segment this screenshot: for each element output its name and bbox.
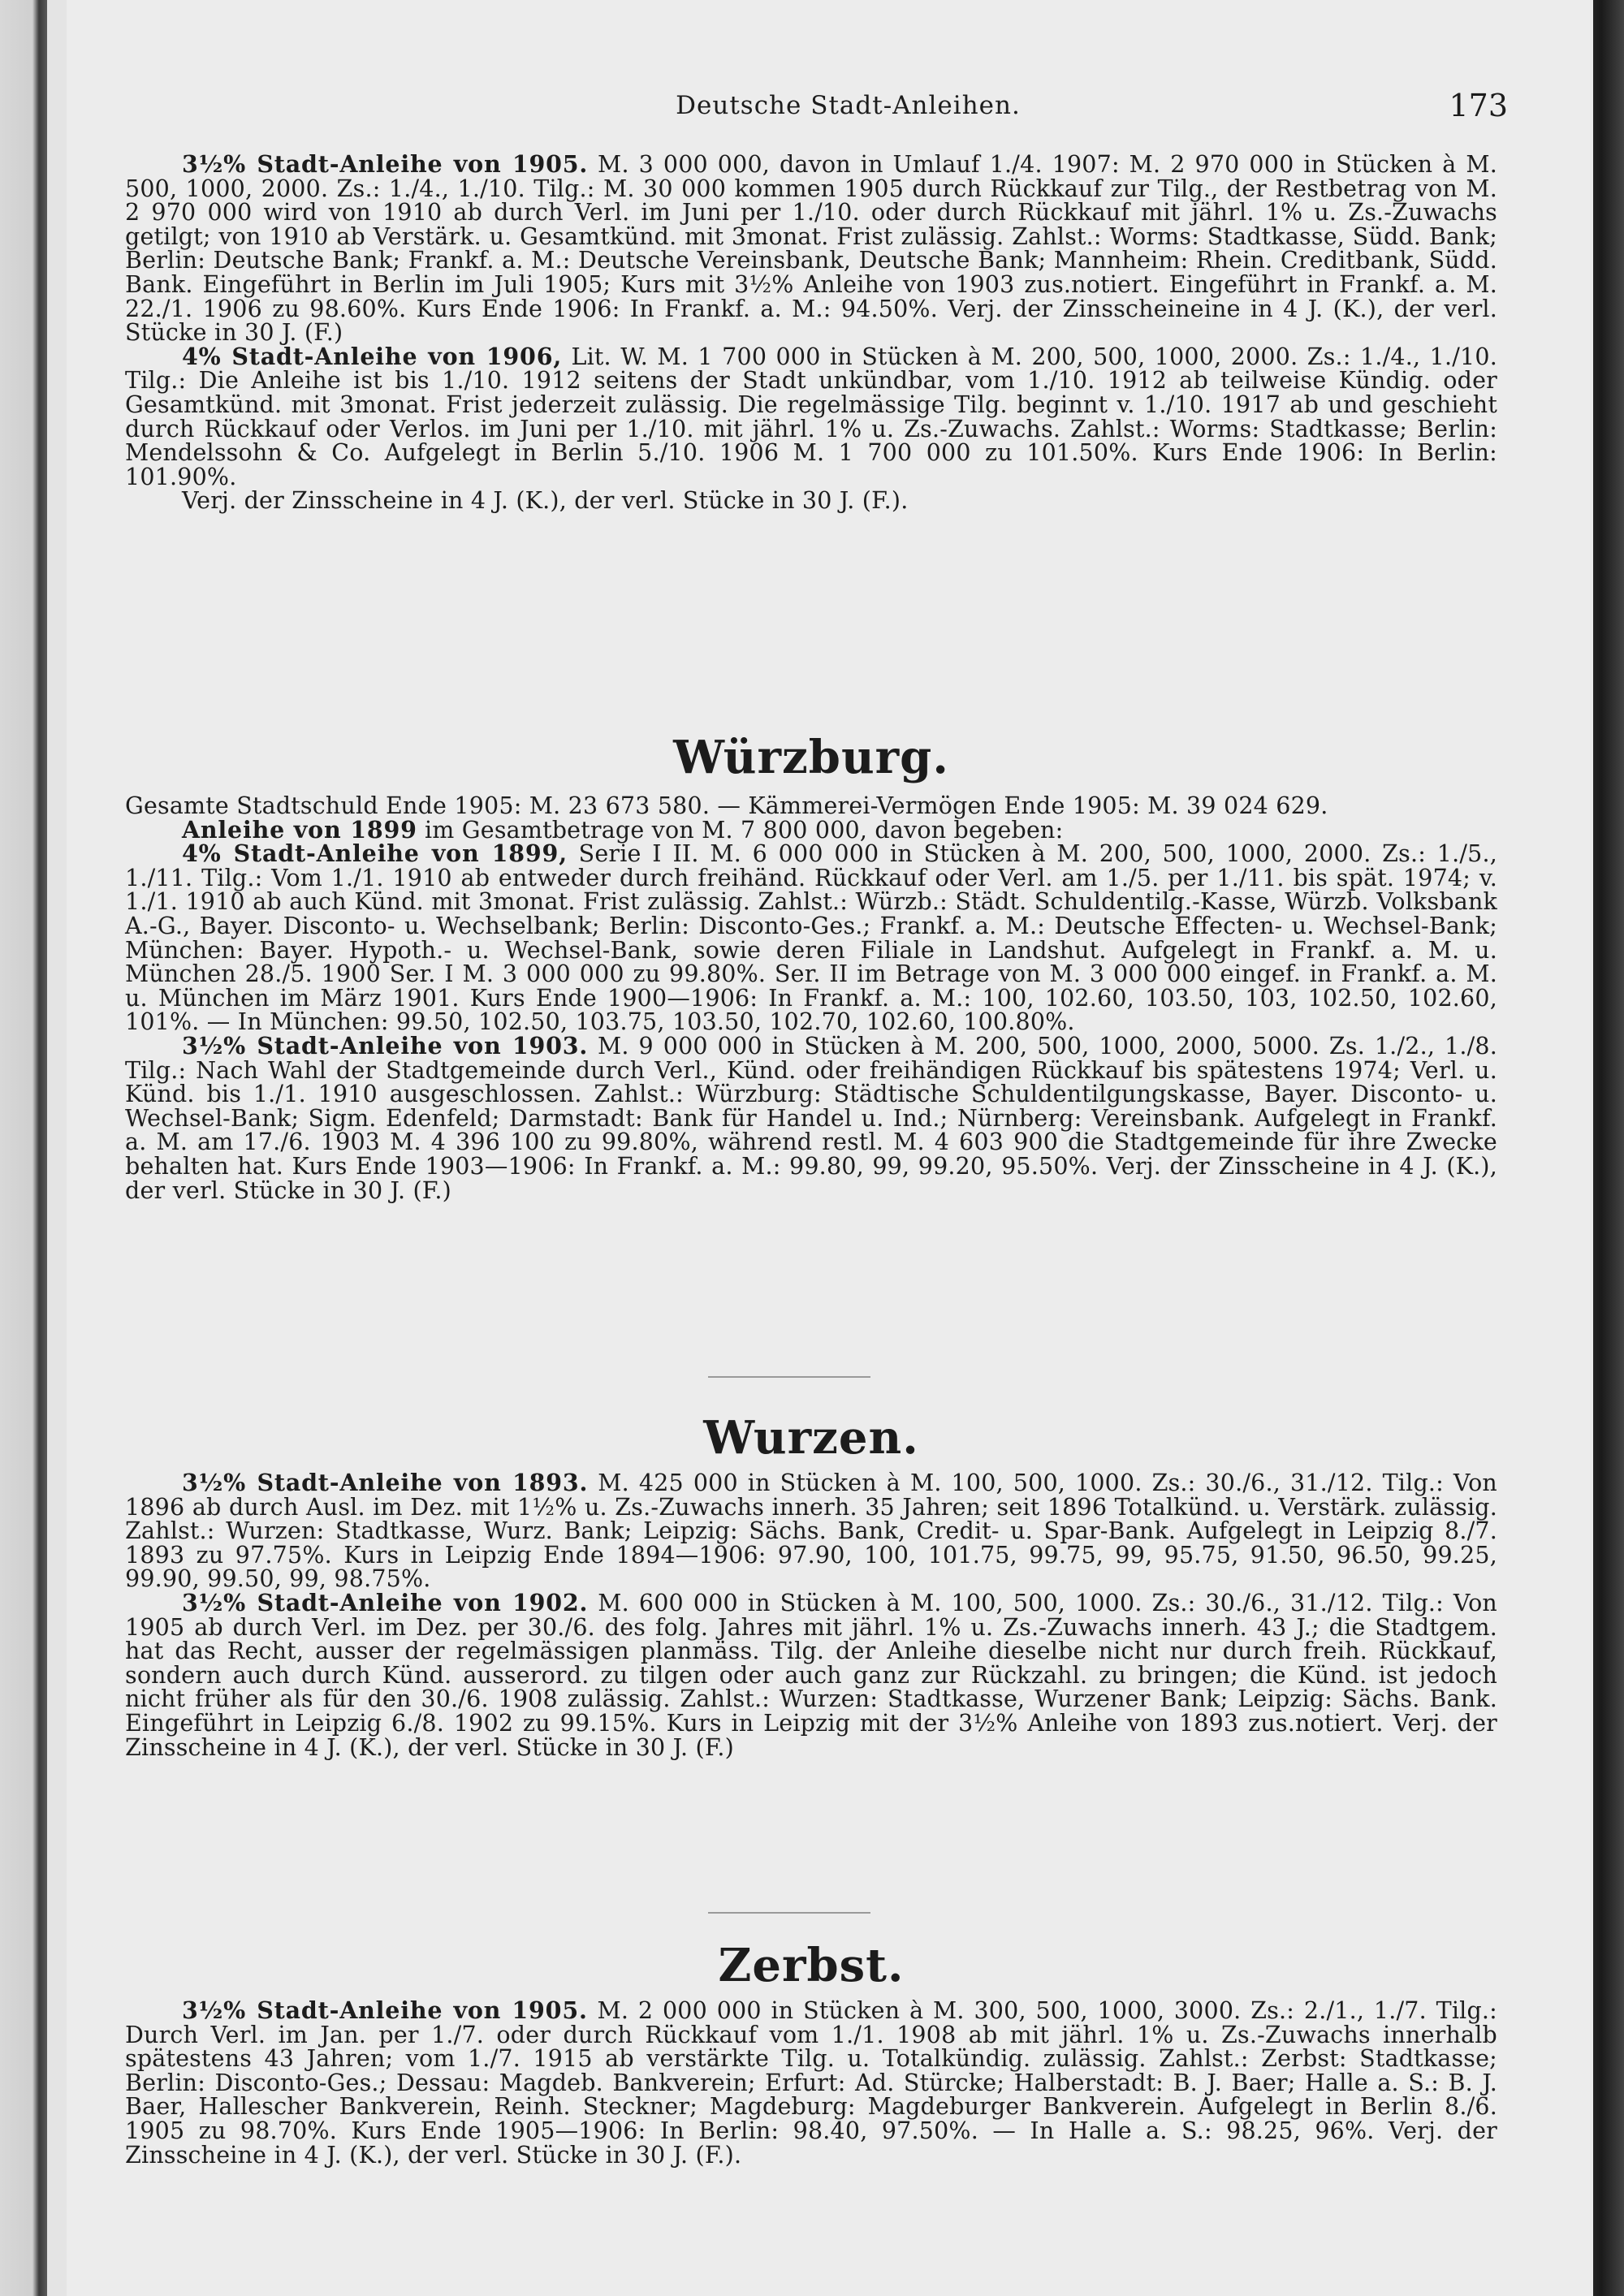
bond-entry <box>125 1031 1497 1204</box>
bond-details: M. 2 000 000 in Stücken à M. 300, 500, 1000, 3000. Zs.: 2./1., 1./7. Tilg.: Durch Verl. im Jan. per 1./7. oder durch Rückkauf vom 1./1. 1908 ab mit jährl. 1% u. Zs.-Zuwachs innerhalb spätestens 43 Jahren; vom 1./7. 1915 ab verstärkte Tilg. u. Totalkündig. zulässig. Zahlst.: Zerbst: Stadtkasse; Berlin: Disconto-Ges.; Dessau: Magdeb. Bankverein; Erfurt: Ad. Stürcke; Halberstadt: B. J. Baer; Halle a. S.: B. J. Baer, Hallescher Bankverein, Reinh. Steckner; Magdeburg: Magdeburger Bankverein. Aufgelegt in Berlin 8./6. 1905 zu 98.70%. Kurs Ende 1905—1906: In Berlin: 98.40, 97.50%. — In Halle a. S.: 98.25, 96%. Verj. der Zinsscheine in 4 J. (K.), der verl. Stücke in 30 J. (F.). <box>125 1997 1497 2169</box>
city-heading-wuerzburg: Würzburg. <box>673 731 949 784</box>
bond-details: M. 3 000 000, davon in Umlauf 1./4. 1907: M. 2 970 000 in Stücken à M. 500, 1000, 2000. Zs.: 1./4., 1./10. Tilg.: M. 30 000 kommen 1905 durch Rückkauf zur Tilg., der Restbetrag von M. 2 970 000 wird von 1910 ab durch Verl. im Juni per 1./10. oder durch Rückkauf mit jährl. 1% u. Zs.-Zuwachs getilgt; von 1910 ab Verstärk. u. Gesamtkünd. mit 3monat. Frist zulässig. Zahlst.: Worms: Stadtkasse, Südd. Bank; Berlin: Deutsche Bank; Frankf. a. M.: Deutsche Vereinsbank, Deutsche Bank; Mannheim: Rhein. Creditbank, Südd. Bank. Eingeführt in Berlin im Juli 1905; Kurs mit 3½% Anleihe von 1903 zus.notiert. Eingeführt in Frankf. a. M. 22./1. 1906 zu 98.60%. Kurs Ende 1906: In Frankf. a. M.: 94.50%. Verj. der Zinsscheineine in 4 J. (K.), der verl. Stücke in 30 J. (F.) <box>125 151 1497 347</box>
bond-entry <box>125 150 1497 347</box>
bond-entry <box>125 1996 1497 2169</box>
section-wurzen <box>125 1471 1497 1759</box>
bond-title: Anleihe von 1899 <box>182 815 417 844</box>
bond-title: 4% Stadt-Anleihe von 1899, <box>182 839 568 868</box>
section-divider <box>708 1376 870 1378</box>
scan-edge-left <box>0 0 47 2296</box>
debt-summary <box>125 794 1497 818</box>
page-number: 173 <box>1449 88 1508 123</box>
bond-title: 3½% Stadt-Anleihe von 1905. <box>182 150 589 178</box>
bond-entry <box>125 839 1497 1036</box>
bond-title: 3½% Stadt-Anleihe von 1893. <box>182 1469 589 1496</box>
debt-summary-text: Gesamte Stadtschuld Ende 1905: M. 23 673 580. — Kämmerei-Vermögen Ende 1905: M. 39 024 629. <box>125 792 1328 819</box>
section-divider <box>708 1912 870 1914</box>
bond-entry <box>125 1588 1497 1761</box>
bond-entry <box>125 342 1497 490</box>
continuation-block <box>125 150 1497 515</box>
bond-title: 4% Stadt-Anleihe von 1906, <box>182 342 563 370</box>
section-zerbst <box>125 1996 1497 2169</box>
bond-entry <box>125 815 1497 844</box>
bond-details: Lit. W. M. 1 700 000 in Stücken à M. 200, 500, 1000, 2000. Zs.: 1./4., 1./10. Tilg.: Die Anleihe ist bis 1./10. 1912 seitens der Stadt unkündbar, vom 1./10. 1912 ab teilweise Kündig. oder Gesamtkünd. mit 3monat. Frist jederzeit zulässig. Die regelmässige Tilg. beginnt v. 1./10. 1917 ab und geschieht durch Rückkauf oder Verlos. im Juni per 1./10. mit jährl. 1% u. Zs.-Zuwachs. Zahlst.: Worms: Stadtkasse; Berlin: Mendelssohn & Co. Aufgelegt in Berlin 5./10. 1906 M. 1 700 000 zu 101.50%. Kurs Ende 1906: In Berlin: 101.90%. <box>125 343 1497 490</box>
expiry-text: Verj. der Zinsscheine in 4 J. (K.), der verl. Stücke in 30 J. (F.). <box>182 487 909 515</box>
bond-title: 3½% Stadt-Anleihe von 1902. <box>182 1588 589 1616</box>
bond-details: M. 9 000 000 in Stücken à M. 200, 500, 1000, 2000, 5000. Zs. 1./2., 1./8. Tilg.: Nach Wahl der Stadtgemeinde durch Verl., Künd. oder freihändigen Rückkauf bis spätestens 1974; Verl. u. Künd. bis 1./1. 1910 ausgeschlossen. Zahlst.: Würzburg: Städtische Schuldentilgungskasse, Bayer. Disconto- u. Wechsel-Bank; Sigm. Edenfeld; Darmstadt: Bank für Handel u. Ind.; Nürnberg: Vereinsbank. Aufgelegt in Frankf. a. M. am 17./6. 1903 M. 4 396 100 zu 99.80%, während restl. M. 4 603 900 die Stadtgemeinde für ihre Zwecke behalten hat. Kurs Ende 1903—1906: In Frankf. a. M.: 99.80, 99, 99.20, 95.50%. Verj. der Zinsscheine in 4 J. (K.), der verl. Stücke in 30 J. (F.) <box>125 1032 1497 1204</box>
bond-details: im Gesamtbetrage von M. 7 800 000, davon begeben: <box>417 816 1064 844</box>
city-heading-zerbst: Zerbst. <box>718 1939 905 1992</box>
section-wuerzburg <box>125 794 1497 1202</box>
bond-details: M. 600 000 in Stücken à M. 100, 500, 1000. Zs.: 30./6., 31./12. Tilg.: Von 1905 ab durch Verl. im Dez. per 30./6. des folg. Jahres mit jährl. 1% u. Zs.-Zuwachs innerh. 43 J.; die Stadtgem. hat das Recht, ausser der regelmässigen planmäss. Tilg. der Anleihe dieselbe nicht nur durch freih. Rückkauf, sondern auch durch Künd. ausserord. zu tilgen oder auch ganz zur Rückzahl. zu bringen; die Künd. ist jedoch nicht früher als für den 30./6. 1908 zulässig. Zahlst.: Wurzen: Stadtkasse, Wurzener Bank; Leipzig: Sächs. Bank. Eingeführt in Leipzig 6./8. 1902 zu 99.15%. Kurs in Leipzig mit der 3½% Anleihe von 1893 zus.notiert. Verj. der Zinsscheine in 4 J. (K.), der verl. Stücke in 30 J. (F.) <box>125 1589 1497 1761</box>
bond-entry <box>125 1471 1497 1591</box>
bond-details: Serie I II. M. 6 000 000 in Stücken à M. 200, 500, 1000, 2000. Zs.: 1./5., 1./11. Tilg.: Vom 1./1. 1910 ab entweder durch freihänd. Rückkauf oder Verl. am 1./5. per 1./11. bis spät. 1974; v. 1./1. 1910 ab auch Künd. mit 3monat. Frist zulässig. Zahlst.: Würzb.: Städt. Schuldentilg.-Kasse, Würzb. Volksbank A.-G., Bayer. Disconto- u. Wechselbank; Berlin: Disconto-Ges.; Frankf. a. M.: Deutsche Effecten- u. Wechsel-Bank; München: Bayer. Hypoth.- u. Wechsel-Bank, sowie deren Filiale in Landshut. Aufgelegt in Frankf. a. M. u. München 28./5. 1900 Ser. I M. 3 000 000 zu 99.80%. Ser. II im Betrage von M. 3 000 000 eingef. in Frankf. a. M. u. München im März 1901. Kurs Ende 1900—1906: In Frankf. a. M.: 100, 102.60, 103.50, 103, 102.50, 102.60, 101%. — In München: 99.50, 102.50, 103.75, 103.50, 102.70, 102.60, 100.80%. <box>125 840 1497 1036</box>
bond-title: 3½% Stadt-Anleihe von 1905. <box>182 1996 588 2024</box>
bond-details: M. 425 000 in Stücken à M. 100, 500, 1000. Zs.: 30./6., 31./12. Tilg.: Von 1896 ab durch Ausl. im Dez. mit 1½% u. Zs.-Zuwachs innerh. 35 Jahren; seit 1896 Totalkünd. u. Verstärk. zulässig. Zahlst.: Wurzen: Stadtkasse, Wurz. Bank; Leipzig: Sächs. Bank, Credit- u. Spar-Bank. Aufgelegt in Leipzig 8./7. 1893 zu 97.75%. Kurs in Leipzig Ende 1894—1906: 97.90, 100, 101.75, 99.75, 99, 95.75, 91.50, 96.50, 99.25, 99.90, 99.50, 99, 98.75%. <box>125 1470 1497 1593</box>
bond-title: 3½% Stadt-Anleihe von 1903. <box>182 1031 589 1060</box>
city-heading-wurzen: Wurzen. <box>703 1411 919 1465</box>
expiry-note <box>125 489 1497 513</box>
running-head <box>188 88 1508 132</box>
book-page <box>67 0 1593 2296</box>
running-title: Deutsche Stadt-Anleihen. <box>676 91 1021 120</box>
